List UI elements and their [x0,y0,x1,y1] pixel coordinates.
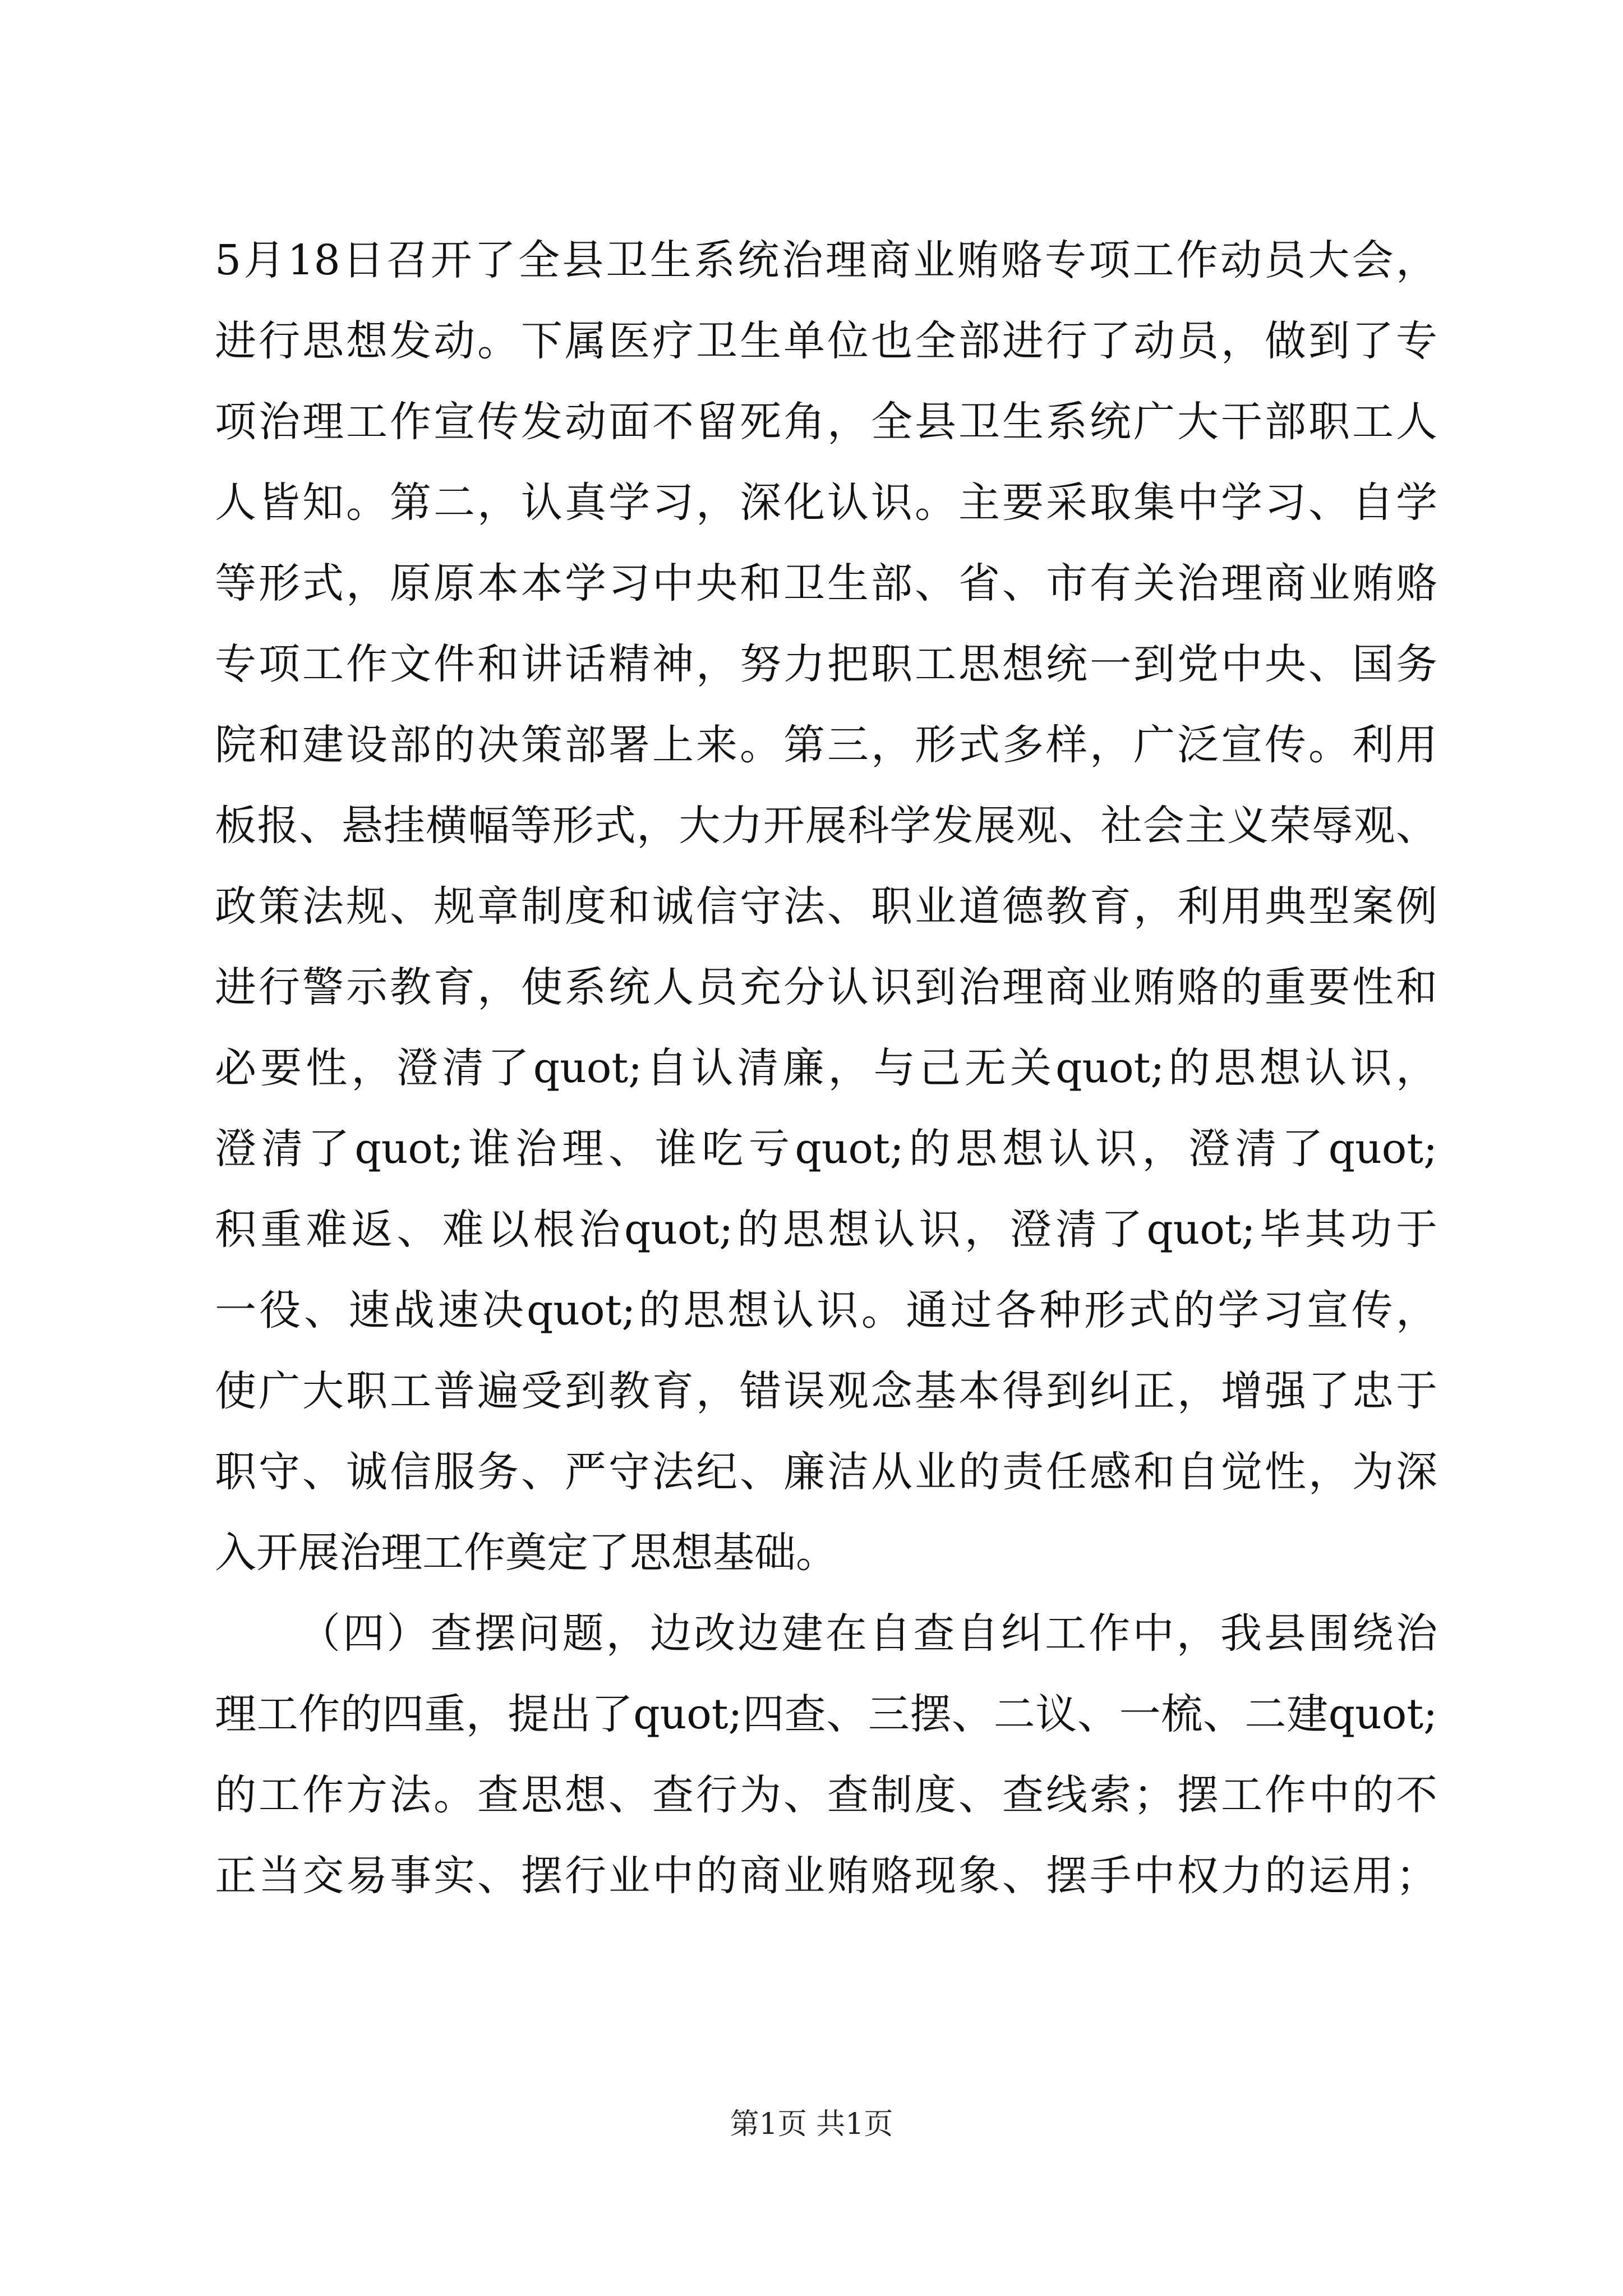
page-number-footer: 第1页 共1页 [730,2108,893,2141]
body-line-5: 等形式，原原本本学习中央和卫生部、省、市有关治理商业贿赂 [215,559,1437,608]
body-line-1: 5月18日召开了全县卫生系统治理商业贿赂专项工作动员大会， [215,236,1437,284]
body-line-4: 人皆知。第二，认真学习，深化认识。主要采取集中学习、自学 [215,478,1437,527]
body-line-10: 进行警示教育，使系统人员充分认识到治理商业贿赂的重要性和 [215,963,1437,1011]
document-body [215,220,1437,1916]
body-line-2: 进行思想发动。下属医疗卫生单位也全部进行了动员，做到了专 [215,317,1437,365]
body-line-7: 院和建设部的决策部署上来。第三，形式多样，广泛宣传。利用 [215,721,1437,769]
body-line-8: 板报、悬挂横幅等形式，大力开展科学发展观、社会主义荣辱观、 [215,802,1437,850]
body-line-16: 职守、诚信服务、严守法纪、廉洁从业的责任感和自觉性，为深 [215,1448,1437,1496]
body-line-15: 使广大职工普遍受到教育，错误观念基本得到纠正，增强了忠于 [215,1367,1437,1415]
body-line-21: 正当交易事实、摆行业中的商业贿赂现象、摆手中权力的运用； [215,1852,1437,1900]
body-line-13: 积重难返、难以根治quot;的思想认识，澄清了quot;毕其功于 [215,1205,1437,1254]
body-line-20: 的工作方法。查思想、查行为、查制度、查线索；摆工作中的不 [215,1771,1437,1819]
body-line-19: 理工作的四重，提出了quot;四查、三摆、二议、一梳、二建quot; [215,1690,1437,1738]
body-line-11: 必要性，澄清了quot;自认清廉，与己无关quot;的思想认识， [215,1044,1437,1092]
body-line-3: 项治理工作宣传发动面不留死角，全县卫生系统广大干部职工人 [215,398,1437,446]
body-line-17: 入开展治理工作奠定了思想基础。 [215,1529,837,1577]
body-line-6: 专项工作文件和讲话精神，努力把职工思想统一到党中央、国务 [215,640,1437,688]
body-line-9: 政策法规、规章制度和诚信守法、职业道德教育，利用典型案例 [215,882,1437,931]
body-line-18: （四）查摆问题，边改边建在自查自纠工作中，我县围绕治 [299,1609,1437,1658]
body-line-14: 一役、速战速决quot;的思想认识。通过各种形式的学习宣传， [215,1286,1437,1335]
body-line-12: 澄清了quot;谁治理、谁吃亏quot;的思想认识，澄清了quot; [215,1125,1437,1173]
